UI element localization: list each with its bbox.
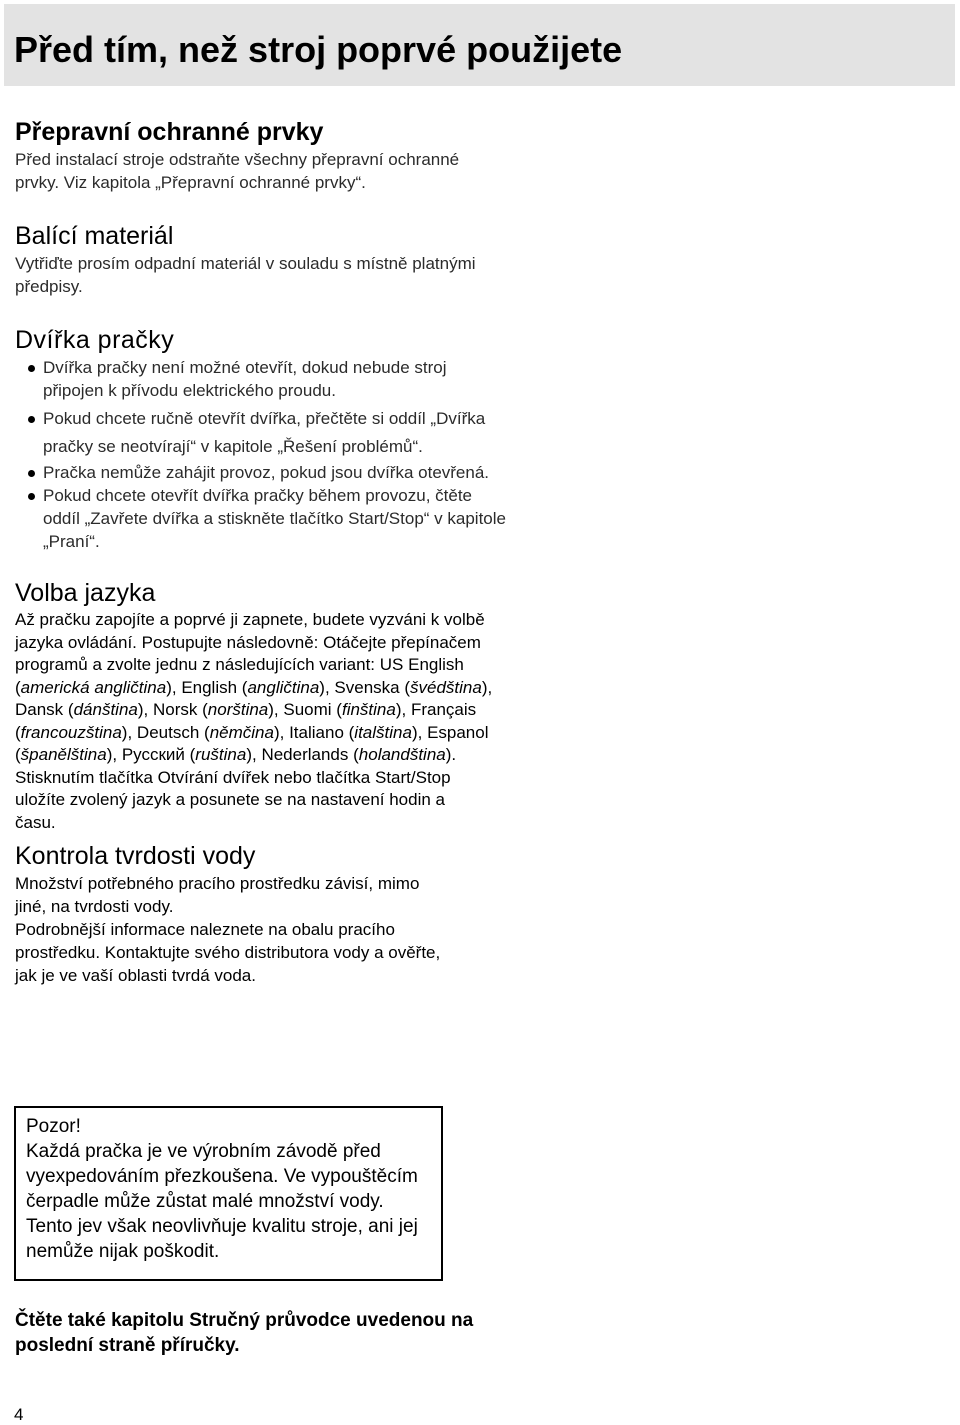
section-text: Před instalací stroje odstraňte všechny přepravní ochranné prvky. Viz kapitola „Přepravní ochranné prvky“. [15, 150, 460, 192]
list-item: Dvířka pračky není možné otevřít, dokud nebude stroj připojen k přívodu elektrického proudu. [15, 356, 493, 402]
language-option: English (angličtina), [181, 677, 330, 697]
list-item: Pračka nemůže zahájit provoz, pokud jsou dvířka otevřená. [15, 461, 493, 484]
language-option: Norsk (norština), [152, 700, 279, 719]
language-option: Русский (ruština), [121, 745, 257, 764]
section-text: Množství potřebného pracího prostředku závisí, mimo jiné, na tvrdosti vody. [15, 874, 420, 916]
language-option: Dansk (dánština), [15, 700, 149, 719]
language-outro: Stisknutím tlačítka Otvírání dvířek nebo tlačítka Start/Stop uložíte zvolený jazyk a posunete se na nastavení hodin a času. [15, 767, 451, 832]
language-option: Français (francouzština), [15, 700, 477, 742]
section-door [15, 324, 505, 553]
section-packaging [15, 220, 505, 298]
language-option: Italiano (italština), [289, 722, 423, 742]
bullet-icon [28, 416, 35, 423]
content-column [15, 116, 505, 1009]
language-intro: Až pračku zapojíte a poprvé ji zapnete, budete vyzváni k volbě jazyka ovládání. Postupujte následovně: Otáčejte přepínačem programů a zvolte jednu z následujících variant: US English (americká angličtina), English (angličtina), Svenska (švédština), Dansk (dánština), Norsk (norština), Suomi (finština), Français (francouzština), Deutsch (němčina), Italiano (italština), Espanol (španělština), Русский (ruština), Nederlands (holandština). [15, 610, 493, 764]
language-option: Nederlands (holandština). [261, 745, 457, 764]
bullet-icon [28, 365, 35, 372]
language-option: Espanol (španělština), [15, 722, 489, 764]
section-heading: Balící materiál [15, 222, 174, 250]
list-item: Pokud chcete otevřít dvířka pračky během provozu, čtěte oddíl „Zavřete dvířka a stiskněte tlačítko Start/Stop“ v kapitole „Praní“. [15, 484, 513, 553]
section-water [15, 840, 505, 987]
warning-title: Pozor! [26, 1116, 81, 1137]
warning-text: Každá pračka je ve výrobním závodě před vyexpedováním přezkoušena. Ve vypouštěcím čerpadle může zůstat malé množství vody. Tento jev však neovlivňuje kvalitu stroje, ani jej nemůže nijak poškodit. [26, 1141, 418, 1262]
section-heading: Kontrola tvrdosti vody [15, 842, 256, 870]
language-option: Suomi (finština), [283, 700, 407, 719]
bullet-icon [28, 470, 35, 477]
language-option: US English (americká angličtina), [15, 655, 464, 697]
section-heading: Volba jazyka [15, 579, 156, 607]
section-text: Podrobnější informace naleznete na obalu pracího prostředku. Kontaktujte svého distributora vody a ověřte, jak je ve vaší oblasti tvrdá voda. [15, 920, 441, 985]
page-title: Před tím, než stroj poprvé použijete [14, 29, 623, 70]
page-number: 4 [14, 1405, 24, 1424]
section-heading: Dvířka pračky [15, 326, 175, 354]
language-option: Deutsch (němčina), [136, 722, 285, 742]
section-heading: Přepravní ochranné prvky [15, 118, 324, 146]
section-transport [15, 116, 505, 194]
section-text: Vytřiďte prosím odpadní materiál v souladu s místně platnými předpisy. [15, 254, 476, 296]
warning-box [14, 1106, 443, 1281]
door-bullet-list [15, 356, 505, 553]
language-option: Svenska (švédština), [334, 677, 493, 697]
bullet-icon [28, 493, 35, 500]
footer-note: Čtěte také kapitolu Stručný průvodce uvedenou na poslední straně příručky. [15, 1310, 474, 1356]
list-item: Pokud chcete ručně otevřít dvířka, přečtěte si oddíl „Dvířka pračky se neotvírají“ v kapitole „Řešení problémů“. [15, 405, 503, 461]
section-language [15, 577, 505, 834]
